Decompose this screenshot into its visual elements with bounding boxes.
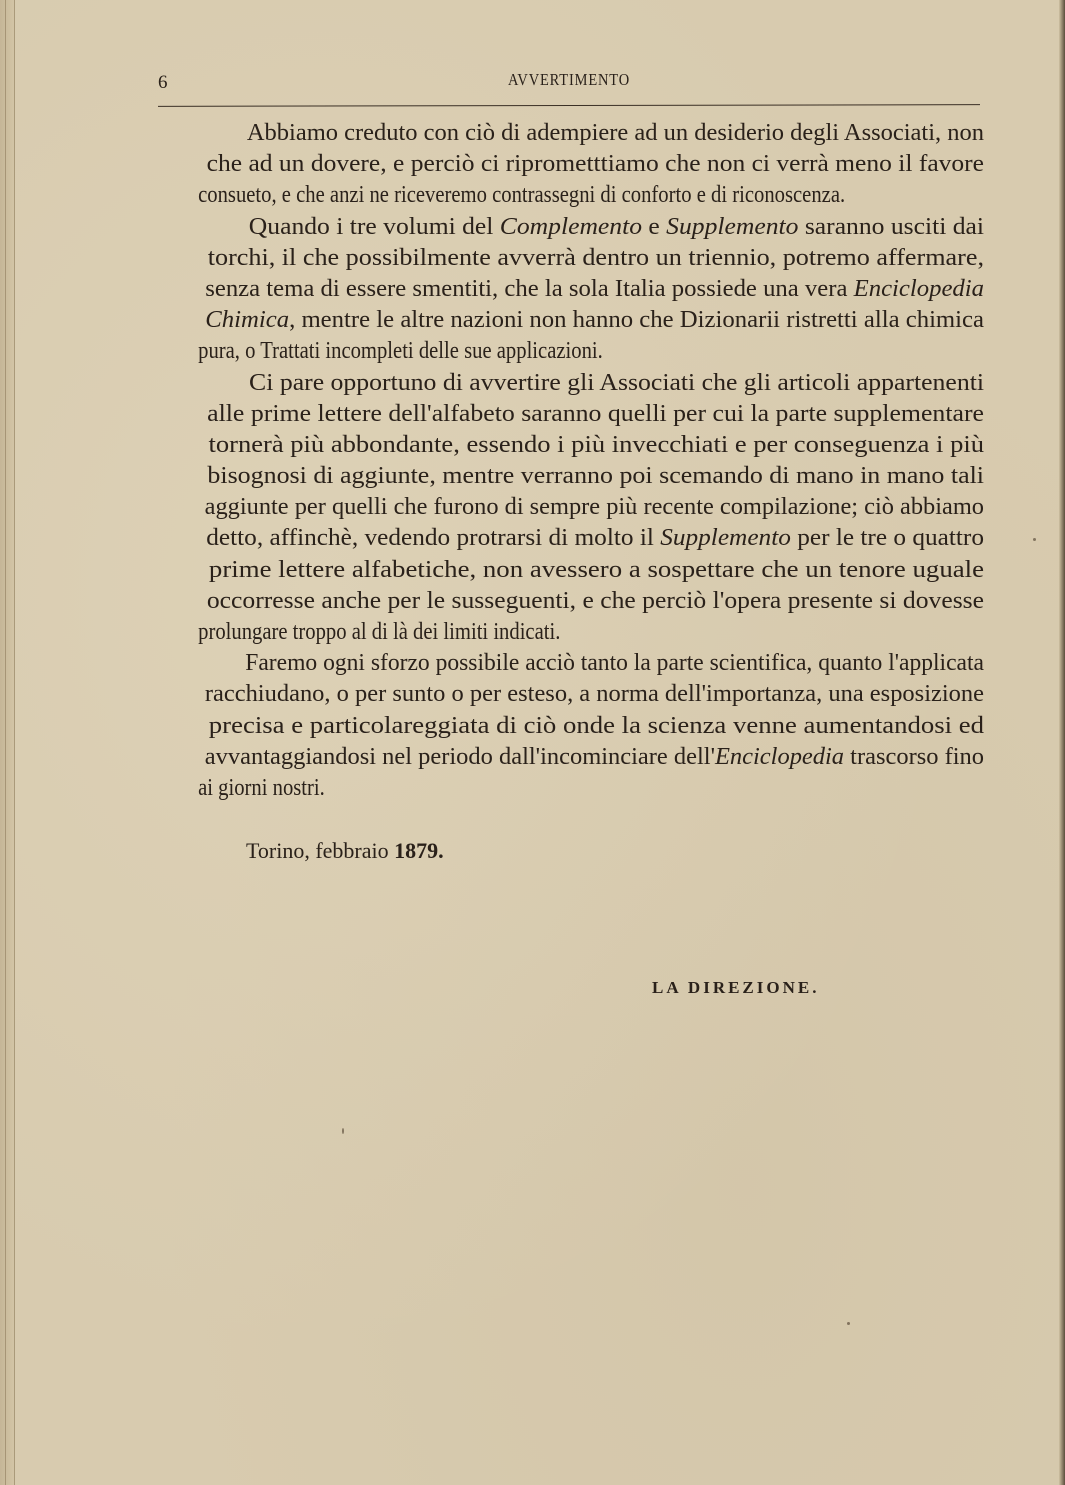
text-run: trascorso fino bbox=[844, 743, 984, 770]
text-run: prolungare troppo al di là dei limiti indicati. bbox=[198, 619, 561, 645]
text-run: detto, affinchè, vedendo protrarsi di molto il bbox=[206, 525, 661, 552]
text-line bbox=[162, 336, 984, 367]
text-line bbox=[162, 399, 984, 430]
paragraph bbox=[162, 118, 984, 212]
text-run: saranno usciti dai bbox=[798, 213, 984, 240]
text-line bbox=[162, 773, 984, 804]
page-number: 6 bbox=[158, 72, 168, 93]
text-line bbox=[162, 523, 984, 554]
italic-title: Supplemento bbox=[660, 525, 791, 552]
text-run: bisognosi di aggiunte, mentre verranno poi scemando di mano in mano tali bbox=[207, 463, 984, 490]
text-run: che ad un dovere, e perciò ci riprometttiamo che non ci verrà meno il favore bbox=[206, 151, 984, 178]
text-line bbox=[162, 679, 984, 710]
text-run: Faremo ogni sforzo possibile acciò tanto la parte scientifica, quanto l'applicata bbox=[245, 650, 984, 677]
text-line bbox=[162, 742, 984, 773]
running-title: AVVERTIMENTO bbox=[507, 70, 631, 89]
text-run: prime lettere alfabetiche, non avessero a sospettare che un tenore uguale bbox=[208, 556, 984, 583]
text-line bbox=[162, 305, 984, 336]
text-run: e bbox=[642, 213, 667, 240]
body-text bbox=[162, 118, 984, 804]
page-header bbox=[158, 70, 980, 94]
text-run: aggiunte per quelli che furono di sempre più recente compilazione; ciò abbiamo bbox=[204, 494, 984, 521]
text-run: occorresse anche per le susseguenti, e che perciò l'opera presente si dovesse bbox=[206, 587, 984, 614]
place-date-text: Torino, febbraio bbox=[246, 838, 389, 863]
text-line bbox=[162, 555, 984, 586]
italic-title: Enciclopedia bbox=[714, 743, 845, 770]
signature: LA DIREZIONE. bbox=[652, 978, 820, 997]
text-run: ai giorni nostri. bbox=[198, 774, 325, 801]
text-run: consueto, e che anzi ne riceveremo contrassegni di conforto e di riconoscenza. bbox=[198, 182, 846, 209]
text-run: racchiudano, o per sunto o per esteso, a norma dell'importanza, una esposizione bbox=[204, 681, 984, 708]
text-line bbox=[162, 648, 984, 679]
italic-title: Supplemento bbox=[666, 213, 799, 240]
text-line bbox=[162, 430, 984, 461]
text-line bbox=[162, 212, 984, 243]
paper-speck bbox=[847, 1322, 850, 1325]
text-line bbox=[162, 274, 984, 305]
text-run: , mentre le altre nazioni non hanno che Dizionarii ristretti alla chimica bbox=[289, 307, 984, 334]
text-line bbox=[162, 461, 984, 492]
paragraph bbox=[162, 212, 984, 368]
text-run: alle prime lettere dell'alfabeto saranno quelli per cui la parte supplementare bbox=[207, 400, 984, 427]
text-line bbox=[162, 118, 984, 149]
italic-title: Chimica bbox=[205, 307, 290, 334]
italic-title: Enciclopedia bbox=[853, 275, 984, 302]
text-run: Ci pare opportuno di avvertire gli Associati che gli articoli appartenenti bbox=[249, 369, 985, 396]
paper-speck bbox=[1033, 538, 1036, 541]
italic-title: Complemento bbox=[499, 213, 643, 240]
paragraph bbox=[162, 648, 984, 804]
book-gutter-edge bbox=[0, 0, 15, 1485]
text-line bbox=[162, 492, 984, 523]
year: 1879. bbox=[394, 838, 444, 863]
text-run: torchi, il che possibilmente avverrà dentro un triennio, potremo affermare, bbox=[207, 244, 985, 271]
text-run: per le tre o quattro bbox=[790, 525, 984, 552]
paragraph bbox=[162, 368, 984, 649]
text-run: senza tema di essere smentiti, che la sola Italia possiede una vera bbox=[205, 275, 854, 302]
text-run: tornerà più abbondante, essendo i più invecchiati e per conseguenza i più bbox=[208, 431, 984, 458]
text-line bbox=[162, 180, 984, 211]
text-run: Quando i tre volumi del bbox=[248, 213, 500, 240]
text-line bbox=[162, 617, 984, 648]
text-line bbox=[162, 149, 984, 180]
text-run: avvantaggiandosi nel periodo dall'incominciare dell' bbox=[204, 743, 715, 770]
text-line bbox=[162, 243, 984, 274]
paper-speck bbox=[342, 1128, 344, 1134]
text-line bbox=[162, 711, 984, 742]
text-line bbox=[162, 586, 984, 617]
text-run: precisa e particolareggiata di ciò onde la scienza venne aumentandosi ed bbox=[208, 712, 985, 739]
page-right-edge bbox=[1059, 0, 1065, 1485]
text-run: pura, o Trattati incompleti delle sue applicazioni. bbox=[198, 338, 603, 365]
place-and-date bbox=[246, 838, 444, 864]
text-line bbox=[162, 368, 984, 399]
text-run: Abbiamo creduto con ciò di adempiere ad un desiderio degli Associati, non bbox=[246, 120, 984, 146]
